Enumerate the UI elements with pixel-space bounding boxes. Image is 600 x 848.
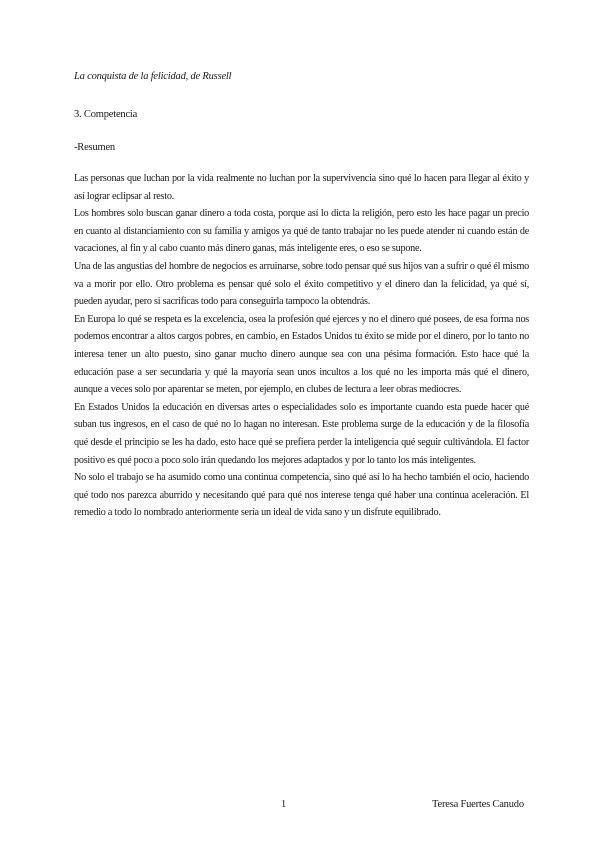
paragraph-4: En Europa lo qué se respeta es la excelencia, osea la profesión qué ejerces y no el dinero qué posees, de esa forma nos podemos encontrar a altos cargos pobres, en cambio, en Estados Unidos tu éxito se mide por el dinero, por lo tanto no interesa tener un alto puesto, sino ganar mucho dinero aunque sea con una pésima formación. Esto hace qué la educación pase a ser secundaria y qué la mayoría sean unos incultos a los qué no les importa más qué el dinero, aunque a veces solo por aparentar se meten, por ejemplo, en clubes de lectura a leer obras mediocres. bbox=[74, 313, 529, 396]
paragraph-3: Una de las angustias del hombre de negocios es arruinarse, sobre todo pensar qué sus hijos van a sufrir o qué él mismo va a morir por ello. Otro problema es pensar qué solo el éxito competitivo y el dinero dan la felicidad, ya qué sí, pueden ayudar, pero si sacrificas todo para conseguirla tampoco la obtendrás. bbox=[74, 260, 529, 308]
paragraph-1: Las personas que luchan por la vida realmente no luchan por la supervivencia sino qué lo hacen para llegar al éxito y así lograr eclipsar al resto. bbox=[74, 173, 529, 202]
paragraph-5: En Estados Unidos la educación en diversas artes o especialidades solo es importante cuando esta puede hacer qué suban tus ingresos, en el caso de qué no lo hagan no interesan. Este problema surge de la educación y de la filosofía qué desde el principio se les ha dado, esto hace qué se prefiera perder la inteligencia qué seguir cultivándola. El factor positivo es qué poco a poco solo irán quedando los mejores adaptados y por lo tanto los más inteligentes. bbox=[74, 401, 529, 466]
document-title: La conquista de la felicidad, de Russell bbox=[74, 71, 232, 82]
paragraph-6: No solo el trabajo se ha asumido como una continua competencia, sino qué así lo ha hecho también el ocio, haciendo qué todo nos parezca aburrido y necesitando qué para qué nos interese tenga qué haber una continua aceleración. El remedio a todo lo nombrado anteriormente sería un ideal de vida sano y un disfrute equilibrado. bbox=[74, 472, 529, 519]
page-number: 1 bbox=[281, 799, 287, 810]
paragraph-2: Los hombres solo buscan ganar dinero a toda costa, porque así lo dicta la religión, pero esto les hace pagar un precio en cuanto al distanciamiento con su familia y amigos ya qué de tanto trabajar no les puede atender ni cuando están de vacaciones, al fin y al cabo cuanto más dinero ganas, más inteligente eres, o eso se supone. bbox=[74, 208, 529, 255]
section-heading: 3. Competencia bbox=[74, 109, 138, 120]
footer-author: Teresa Fuertes Canudo bbox=[432, 799, 524, 810]
sub-heading: -Resumen bbox=[74, 142, 115, 153]
document-body bbox=[74, 170, 529, 522]
